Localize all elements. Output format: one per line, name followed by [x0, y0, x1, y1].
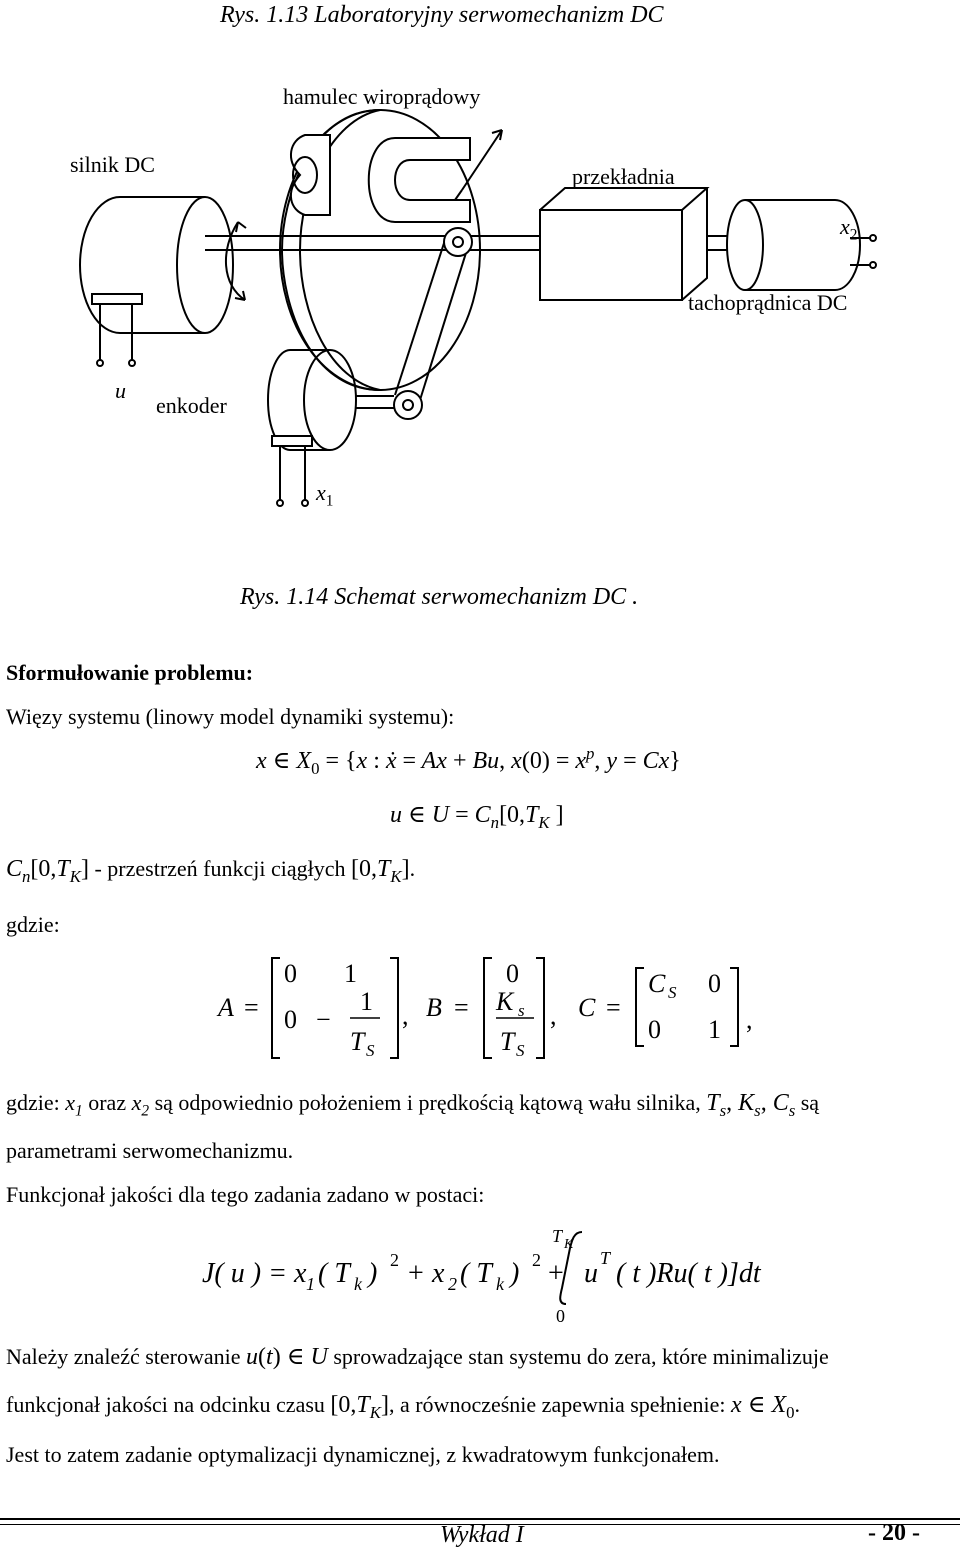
svg-text:s: s [518, 1001, 525, 1020]
svg-text:k: k [354, 1274, 362, 1294]
where-label: gdzie: [6, 912, 60, 937]
label-gear: przekładnia [572, 164, 675, 189]
task-line-1: Należy znaleźć sterowanie u(t) ∈ U sprowadzające stan systemu do zera, które minimalizuje [6, 1344, 829, 1370]
page-number: - 20 - [868, 1520, 920, 1546]
space-definition: $C_n[0,T_K]$ - przestrzeń funkcji ciągłych $[0,T_K]$. [6, 856, 416, 886]
svg-text:1: 1 [708, 1015, 721, 1044]
svg-text:0: 0 [284, 1005, 297, 1034]
svg-text:+: + [548, 1258, 564, 1289]
svg-text:1: 1 [360, 987, 373, 1016]
svg-text:0: 0 [648, 1015, 661, 1044]
svg-text:): ) [368, 1258, 378, 1289]
figure-caption-diagram: Rys. 1.14 Schemat serwomechanizm DC . [240, 584, 639, 610]
svg-text:u: u [584, 1258, 598, 1289]
svg-text:k: k [496, 1274, 504, 1294]
task-line-2: funkcjonał jakości na odcinku czasu $[0,T_K]$, a równocześnie zapewnia spełnienie: x ∈ $X_0$. [6, 1392, 801, 1422]
svg-text:0: 0 [284, 959, 297, 988]
svg-text:,: , [402, 1001, 409, 1030]
svg-text:( T: ( T [318, 1258, 350, 1289]
functional-intro: Funkcjonał jakości dla tego zadania zadano w postaci: [6, 1182, 485, 1207]
svg-text:2: 2 [390, 1250, 399, 1270]
svg-text:=: = [606, 993, 621, 1022]
svg-text:S: S [668, 983, 677, 1002]
label-tacho: tachoprądnica DC [688, 290, 848, 315]
svg-text:0: 0 [556, 1306, 565, 1322]
svg-text:T: T [350, 1027, 365, 1056]
svg-text:B: B [426, 993, 442, 1022]
svg-text:): ) [510, 1258, 520, 1289]
svg-text:T: T [500, 1027, 515, 1056]
label-x1: $x_1$ [316, 480, 334, 510]
svg-text:K: K [564, 1237, 574, 1252]
svg-text:S: S [516, 1041, 525, 1060]
motor-cylinder [80, 197, 233, 366]
description-line-2: parametrami serwomechanizmu. [6, 1138, 294, 1163]
functional-equation [196, 1218, 776, 1322]
svg-text:C: C [578, 993, 596, 1022]
svg-text:A: A [218, 993, 234, 1022]
svg-text:T: T [552, 1226, 563, 1246]
svg-text:J( u ) = x: J( u ) = x [202, 1258, 307, 1289]
svg-text:T: T [600, 1248, 611, 1268]
label-encoder: enkoder [156, 393, 227, 418]
svg-text:K: K [496, 987, 514, 1016]
label-u: u [115, 378, 126, 403]
equation-state-set: x ∈ $X_0 = \{x$ : ẋ = Ax + Bu, $x(0) = x^p$, y = Cx} [256, 744, 681, 778]
gearbox [540, 188, 707, 300]
svg-text:,: , [746, 1005, 753, 1034]
svg-text:=: = [454, 993, 469, 1022]
svg-text:2: 2 [448, 1274, 457, 1294]
conclusion: Jest to zatem zadanie optymalizacji dynamicznej, z kwadratowym funkcjonałem. [6, 1442, 720, 1467]
section-title: Sformułowanie problemu: [6, 660, 254, 685]
label-motor: silnik DC [70, 152, 155, 177]
svg-text:1: 1 [306, 1274, 315, 1294]
svg-text:0: 0 [506, 959, 519, 988]
encoder-cylinder [268, 350, 356, 506]
svg-text:( T: ( T [460, 1258, 492, 1289]
svg-text:+: + [408, 1258, 424, 1289]
label-brake: hamulec wiroprądowy [283, 84, 481, 109]
svg-text:2: 2 [532, 1250, 541, 1270]
svg-text:−: − [316, 1005, 331, 1034]
svg-text:( t )Ru( t )]dt: ( t )Ru( t )]dt [616, 1258, 761, 1289]
equation-control-set: u ∈ $U = C_n[0,T_K$ ] [390, 802, 564, 832]
label-x2: $x_2$ [840, 214, 858, 244]
svg-text:C: C [648, 969, 666, 998]
description-line-1: gdzie: $x_1$ oraz $x_2$ są odpowiednio położeniem i prędkością kątową wału silnika, $T_s$, $K_s$, $C_s$ są [6, 1090, 820, 1120]
svg-text:x: x [432, 1258, 445, 1289]
constraints-intro: Więzy systemu (linowy model dynamiki systemu): [6, 704, 455, 729]
svg-text:=: = [244, 993, 259, 1022]
matrices [200, 950, 780, 1070]
svg-text:0: 0 [708, 969, 721, 998]
svg-text:1: 1 [344, 959, 357, 988]
svg-text:S: S [366, 1041, 375, 1060]
footer-left: Wykład I [440, 1522, 524, 1548]
figure-caption-top: Rys. 1.13 Laboratoryjny serwomechanizm DC [220, 2, 664, 28]
svg-text:,: , [550, 1001, 557, 1030]
